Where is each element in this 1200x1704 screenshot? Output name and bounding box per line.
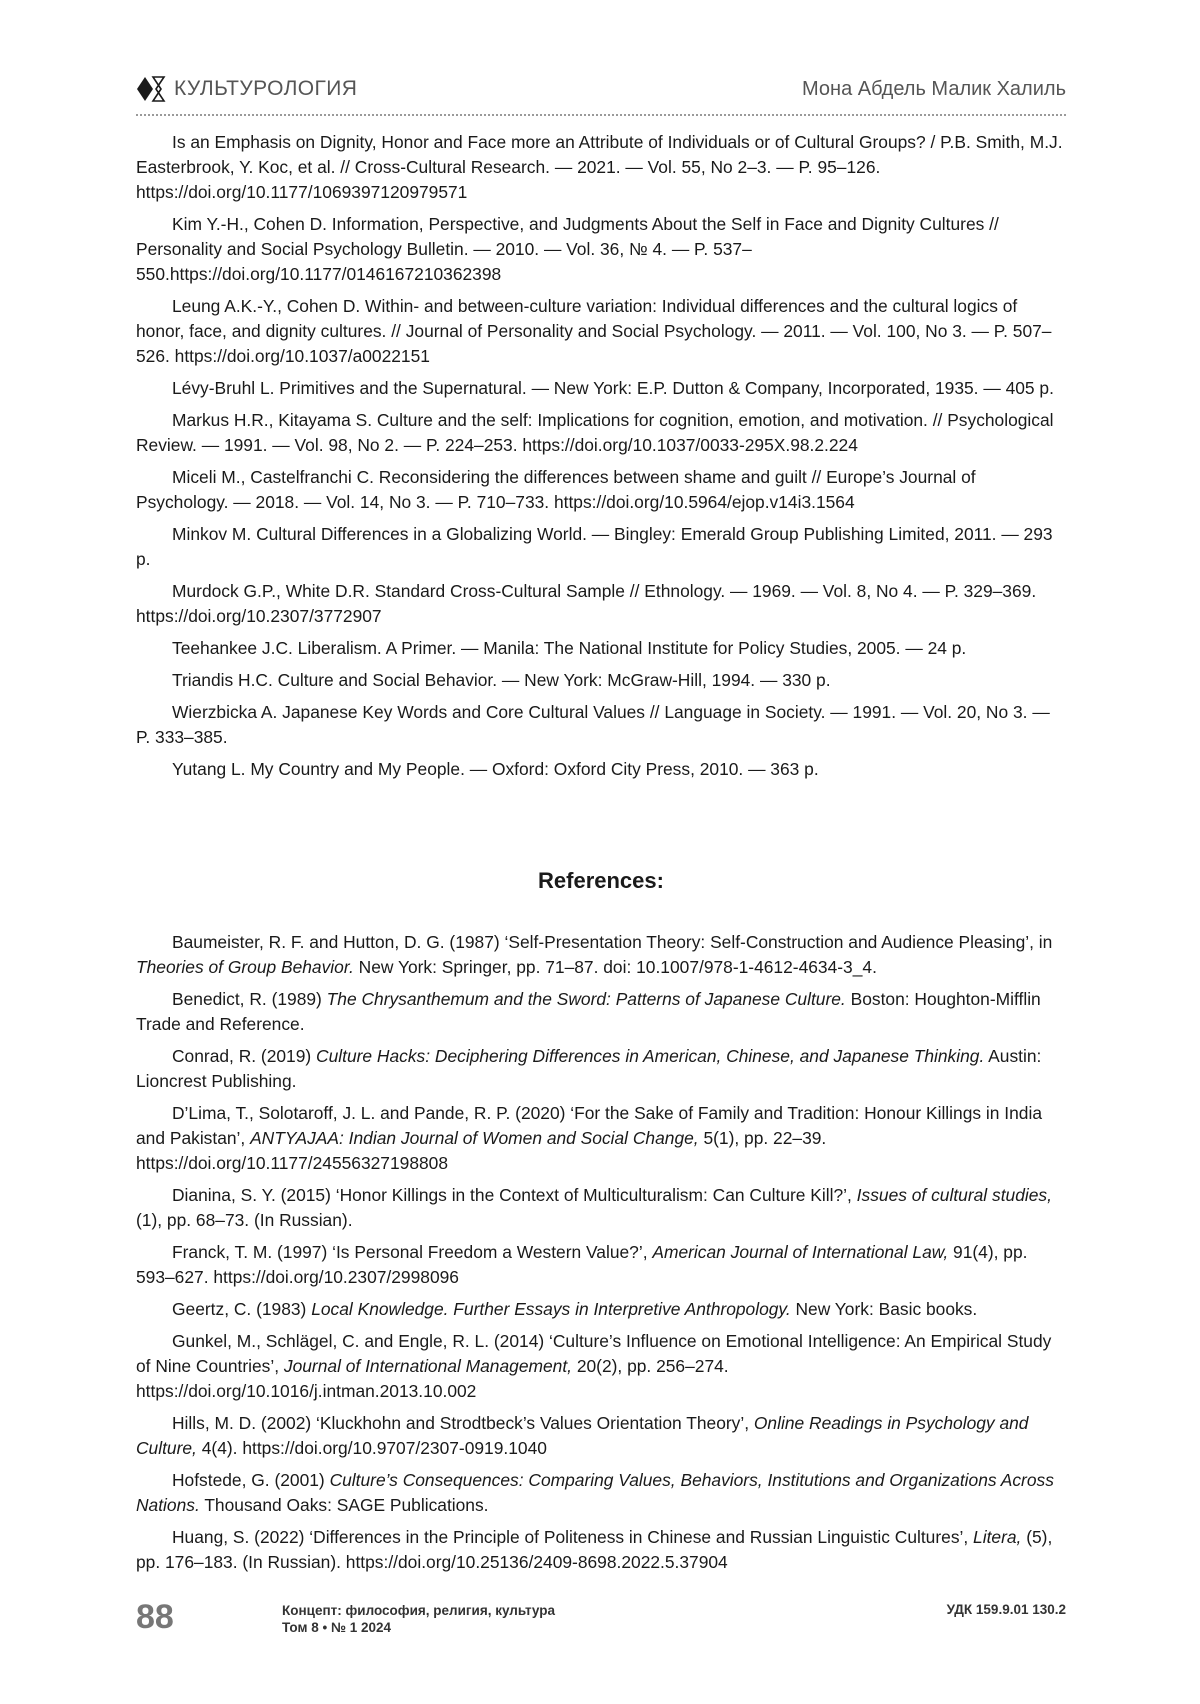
reference-item: Franck, T. M. (1997) ‘Is Personal Freedom a Western Value?’, American Journal of International Law, 91(4), pp. 593–627. https://doi.org/10.2307/2998096	[136, 1242, 1028, 1287]
english-references-list	[136, 930, 1066, 1582]
reference-item: Yutang L. My Country and My People. — Oxford: Oxford City Press, 2010. — 363 p.	[172, 759, 819, 779]
reference-item: Baumeister, R. F. and Hutton, D. G. (1987) ‘Self-Presentation Theory: Self-Construction and Audience Pleasing’, in Theories of Group Behavior. New York: Springer, pp. 71–87. doi: 10.1007/978-1-4612-4634-3_4.	[136, 932, 1053, 977]
rubric-label: КУЛЬТУРОЛОГИЯ	[174, 77, 358, 100]
reference-item: Leung A.K.-Y., Cohen D. Within- and between-culture variation: Individual differences and the cultural logics of honor, face, and dignity cultures. // Journal of Personality and Social Psychology. — 2011. — Vol. 100, No 3. — P. 507–526. https://doi.org/10.1037/a0022151	[136, 296, 1052, 366]
reference-item: Conrad, R. (2019) Culture Hacks: Deciphering Differences in American, Chinese, and Japanese Thinking. Austin: Lioncrest Publishing.	[136, 1046, 1042, 1091]
page-footer	[136, 1598, 1066, 1638]
reference-item: Gunkel, M., Schlägel, C. and Engle, R. L. (2014) ‘Culture’s Influence on Emotional Intelligence: An Empirical Study of Nine Countries’, Journal of International Management, 20(2), pp. 256–274. https://doi.org/10.1016/j.intman.2013.10.002	[136, 1331, 1052, 1401]
reference-item: Geertz, C. (1983) Local Knowledge. Further Essays in Interpretive Anthropology. New York: Basic books.	[172, 1299, 978, 1319]
reference-item: Dianina, S. Y. (2015) ‘Honor Killings in the Context of Multiculturalism: Can Culture Kill?’, Issues of cultural studies, (1), pp. 68–73. (In Russian).	[136, 1185, 1052, 1230]
russian-references-list	[136, 130, 1066, 789]
reference-item: Wierzbicka A. Japanese Key Words and Core Cultural Values // Language in Society. — 1991. — Vol. 20, No 3. — P. 333–385.	[136, 702, 1050, 747]
page-header	[136, 74, 1066, 116]
author-name: Мона Абдель Малик Халиль	[802, 78, 1066, 100]
reference-item: Triandis H.C. Culture and Social Behavior. — New York: McGraw-Hill, 1994. — 330 p.	[172, 670, 831, 690]
udc-code: УДК 159.9.01 130.2	[946, 1602, 1066, 1617]
reference-item: Kim Y.-H., Cohen D. Information, Perspective, and Judgments About the Self in Face and Dignity Cultures // Personality and Social Psychology Bulletin. — 2010. — Vol. 36, № 4. — P. 537–550.https://doi.org/10.1177/0146167210362398	[136, 214, 999, 284]
journal-title: Концепт: философия, религия, культура	[282, 1603, 556, 1618]
reference-item: Minkov M. Cultural Differences in a Globalizing World. — Bingley: Emerald Group Publishing Limited, 2011. — 293 p.	[136, 524, 1053, 569]
journal-info	[282, 1602, 555, 1636]
page-number: 88	[136, 1598, 174, 1636]
diamond-logo-icon	[136, 76, 166, 102]
reference-item: Benedict, R. (1989) The Chrysanthemum and the Sword: Patterns of Japanese Culture. Boston: Houghton-Mifflin Trade and Reference.	[136, 989, 1041, 1034]
reference-item: Markus H.R., Kitayama S. Culture and the self: Implications for cognition, emotion, and motivation. // Psychological Review. — 1991. — Vol. 98, No 2. — P. 224–253. https://doi.org/10.1037/0033-295X.98.2.224	[136, 410, 1054, 455]
reference-item: Is an Emphasis on Dignity, Honor and Face more an Attribute of Individuals or of Cultural Groups? / P.B. Smith, M.J. Easterbrook, Y. Koc, et al. // Cross-Cultural Research. — 2021. — Vol. 55, No 2–3. — P. 95–126. https://doi.org/10.1177/1069397120979571	[136, 132, 1063, 202]
reference-item: Huang, S. (2022) ‘Differences in the Principle of Politeness in Chinese and Russian Linguistic Cultures’, Litera, (5), pp. 176–183. (In Russian). https://doi.org/10.25136/2409-8698.2022.5.37904	[136, 1527, 1053, 1572]
reference-item: D’Lima, T., Solotaroff, J. L. and Pande, R. P. (2020) ‘For the Sake of Family and Tradition: Honour Killings in India and Pakistan’, ANTYAJAA: Indian Journal of Women and Social Change, 5(1), pp. 22–39. https://doi.org/10.1177/24556327198808	[136, 1103, 1042, 1173]
reference-item: Hofstede, G. (2001) Culture’s Consequences: Comparing Values, Behaviors, Institutions and Organizations Across Nations. Thousand Oaks: SAGE Publications.	[136, 1470, 1054, 1515]
references-heading: References:	[538, 868, 664, 893]
reference-item: Lévy-Bruhl L. Primitives and the Supernatural. — New York: E.P. Dutton & Company, Incorporated, 1935. — 405 p.	[172, 378, 1054, 398]
reference-item: Murdock G.P., White D.R. Standard Cross-Cultural Sample // Ethnology. — 1969. — Vol. 8, No 4. — P. 329–369. https://doi.org/10.2307/3772907	[136, 581, 1037, 626]
journal-issue: Том 8 • № 1 2024	[282, 1620, 392, 1635]
reference-item: Hills, M. D. (2002) ‘Kluckhohn and Strodtbeck’s Values Orientation Theory’, Online Readings in Psychology and Culture, 4(4). https://doi.org/10.9707/2307-0919.1040	[136, 1413, 1029, 1458]
reference-item: Miceli M., Castelfranchi C. Reconsidering the differences between shame and guilt // Europe’s Journal of Psychology. — 2018. — Vol. 14, No 3. — P. 710–733. https://doi.org/10.5964/ejop.v14i3.1564	[136, 467, 976, 512]
section-rubric	[136, 76, 357, 102]
reference-item: Teehankee J.C. Liberalism. A Primer. — Manila: The National Institute for Policy Studies, 2005. — 24 p.	[172, 638, 967, 658]
